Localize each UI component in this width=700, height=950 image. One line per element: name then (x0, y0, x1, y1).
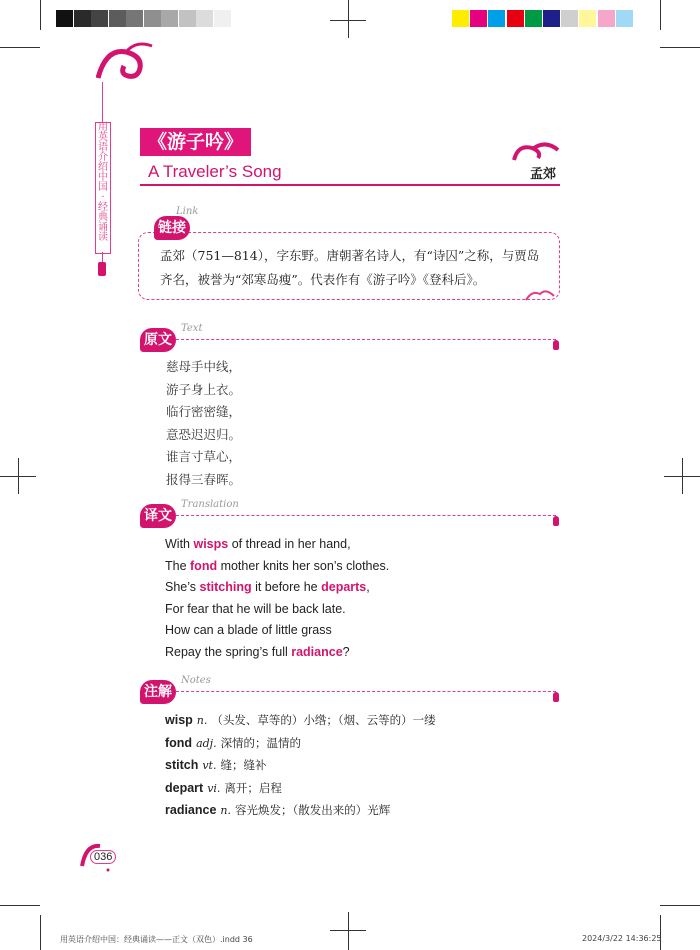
color-swatch (488, 10, 505, 27)
link-badge: 链接 (154, 216, 190, 240)
translation-label-english: Translation (181, 499, 239, 510)
sidebar-char: 英 (98, 132, 108, 143)
sidebar-char: 读 (98, 232, 108, 243)
keyword: stitching (199, 580, 252, 595)
sidebar-char: 诵 (98, 222, 108, 233)
cloud-ornament-icon (96, 38, 156, 88)
translation-badge: 译文 (140, 504, 176, 528)
sidebar-char: 绍 (98, 162, 108, 173)
gray-swatch (144, 10, 161, 27)
translation-line: She’s stitching it before he departs, (165, 580, 370, 595)
poem-title-english: A Traveler’s Song (148, 162, 282, 181)
footer-file-info: 用英语介绍中国：经典诵读——正文（双色）.indd 36 (60, 935, 253, 944)
note-item: depart vi. 离开；启程 (165, 780, 282, 795)
tassel-icon (98, 262, 106, 276)
gray-swatch (179, 10, 196, 27)
translation-section-divider (176, 515, 556, 516)
poem-line: 谁言寸草心， (166, 449, 242, 464)
color-swatch (579, 10, 596, 27)
notes-section-tassel-icon (553, 692, 559, 702)
keyword: fond (190, 558, 218, 573)
sidebar-char: 国 (98, 182, 108, 193)
translation-line: The fond mother knits her son’s clothes. (165, 558, 390, 573)
sidebar-char: 中 (98, 172, 108, 183)
color-swatch (616, 10, 633, 27)
text-section-divider (176, 339, 556, 340)
header-cloud-ornament-icon (512, 140, 562, 162)
gray-swatch (161, 10, 178, 27)
translation-line: For fear that he will be back late. (165, 601, 346, 616)
gray-swatch (109, 10, 126, 27)
gray-swatch (56, 10, 73, 27)
color-swatch (543, 10, 560, 27)
note-item: wisp n. （头发、草等的）小绺；（烟、云等的）一缕 (165, 713, 436, 727)
note-item: fond adj. 深情的；温情的 (165, 735, 302, 750)
poem-line: 游子身上衣。 (166, 381, 242, 397)
sidebar-char: · (101, 192, 105, 203)
translation-section-tassel-icon (553, 516, 559, 526)
poem-author: 孟郊 (529, 167, 556, 182)
color-swatch (470, 10, 487, 27)
gray-swatch (74, 10, 91, 27)
sidebar-char: 介 (98, 152, 108, 163)
sidebar-char: 语 (98, 142, 108, 153)
poem-line: 慈母手中线， (166, 359, 242, 374)
poem-line: 报得三春晖。 (166, 471, 242, 487)
poem-original (166, 356, 241, 491)
sidebar-string (102, 82, 103, 122)
sidebar-char: 经 (98, 202, 108, 213)
sidebar-char: 典 (98, 212, 108, 223)
color-swatch (452, 10, 469, 27)
keyword: radiance (291, 644, 343, 659)
poem-line: 意恐迟迟归。 (166, 426, 242, 442)
color-swatch (525, 10, 542, 27)
keyword: departs (321, 580, 367, 595)
gray-swatch (196, 10, 213, 27)
sidebar-char: 用 (98, 122, 108, 133)
translation-line: Repay the spring’s full radiance? (165, 644, 350, 659)
notes-section-divider (176, 691, 556, 692)
notes-label-english: Notes (181, 675, 211, 686)
note-item: stitch vt. 缝；缝补 (165, 758, 267, 773)
text-badge: 原文 (140, 328, 176, 352)
gray-swatch (126, 10, 143, 27)
translation-line: How can a blade of little grass (165, 623, 332, 638)
link-label-english: Link (176, 206, 199, 217)
notes-badge: 注解 (140, 680, 176, 704)
color-swatch (598, 10, 615, 27)
title-rule (140, 184, 560, 186)
note-item: radiance n. 容光焕发；（散发出来的）光辉 (165, 803, 391, 818)
vocabulary-notes (165, 709, 436, 822)
text-label-english: Text (181, 323, 203, 334)
book-series-sidebar (95, 122, 111, 254)
page-number: 036 (90, 850, 116, 864)
author-bio-text: 孟郊（751—814），字东野。唐朝著名诗人，有“诗囚”之称，与贾岛齐名，被誉为“郊寒岛瘦”。代表作有《游子吟》《登科后》。 (160, 248, 540, 287)
gray-swatch (91, 10, 108, 27)
poem-title-chinese: 《游子吟》 (140, 128, 251, 156)
keyword: wisps (193, 537, 229, 551)
poem-translation (165, 534, 389, 664)
color-swatch (507, 10, 524, 27)
color-swatch (561, 10, 578, 27)
poem-line: 临行密密缝， (166, 404, 242, 419)
link-box-cloud-icon (524, 288, 558, 302)
footer-timestamp: 2024/3/22 14:36:25 (582, 934, 662, 943)
text-section-tassel-icon (553, 340, 559, 350)
translation-line: With wisps of thread in her hand, (165, 537, 351, 551)
gray-swatch (214, 10, 231, 27)
